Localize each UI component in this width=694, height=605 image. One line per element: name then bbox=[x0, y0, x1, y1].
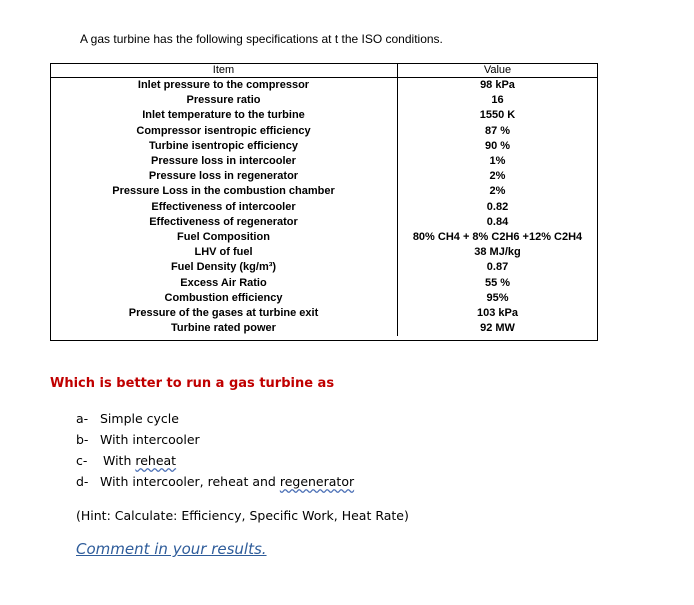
option-a-letter: a- bbox=[76, 411, 89, 426]
row-value: 1550 K bbox=[479, 109, 516, 122]
row-item: Excess Air Ratio bbox=[50, 276, 398, 291]
header-item: Item bbox=[50, 63, 398, 78]
row-value: 0.82 bbox=[486, 200, 509, 213]
row-value: 2% bbox=[489, 170, 506, 183]
option-b bbox=[76, 432, 200, 447]
table-row bbox=[50, 184, 597, 199]
option-b-text: With intercooler bbox=[100, 432, 200, 447]
table-row bbox=[50, 154, 597, 169]
table-row bbox=[50, 260, 597, 275]
row-item: Inlet temperature to the turbine bbox=[50, 108, 398, 123]
table-row bbox=[50, 276, 597, 291]
table-row bbox=[50, 321, 597, 336]
row-item: Effectiveness of intercooler bbox=[50, 200, 398, 215]
row-item: Pressure Loss in the combustion chamber bbox=[50, 184, 398, 199]
row-value: 80% CH4 + 8% C2H6 +12% C2H4 bbox=[412, 231, 583, 244]
row-item: Effectiveness of regenerator bbox=[50, 215, 398, 230]
table-row bbox=[50, 215, 597, 230]
table-header-row bbox=[50, 63, 597, 78]
option-d-letter: d- bbox=[76, 474, 89, 489]
table-row bbox=[50, 306, 597, 321]
spec-table bbox=[50, 63, 597, 336]
row-value: 0.84 bbox=[486, 215, 509, 228]
row-item: Fuel Composition bbox=[50, 230, 398, 245]
row-value: 90 % bbox=[484, 139, 511, 152]
table-row bbox=[50, 78, 597, 94]
row-value: 2% bbox=[489, 185, 506, 198]
option-a bbox=[76, 411, 179, 426]
option-c-text: With reheat bbox=[103, 453, 177, 468]
option-b-letter: b- bbox=[76, 432, 89, 447]
row-item: Turbine rated power bbox=[50, 321, 398, 336]
option-a-text: Simple cycle bbox=[100, 411, 179, 426]
row-value: 1% bbox=[489, 155, 506, 168]
option-d-text: With intercooler, reheat and regenerator bbox=[100, 474, 355, 489]
table-row bbox=[50, 200, 597, 215]
row-value: 95% bbox=[486, 291, 509, 304]
row-value: 92 MW bbox=[480, 322, 515, 335]
row-value: 103 kPa bbox=[477, 307, 518, 320]
comment-link[interactable]: Comment in your results. bbox=[76, 540, 267, 558]
row-value: 38 MJ/kg bbox=[474, 246, 521, 259]
row-item: Fuel Density (kg/m³) bbox=[50, 260, 398, 275]
hint-text: (Hint: Calculate: Efficiency, Specific Work, Heat Rate) bbox=[76, 508, 409, 523]
row-item: Pressure loss in intercooler bbox=[50, 154, 398, 169]
intro-text: A gas turbine has the following specifications at t the ISO conditions. bbox=[80, 32, 443, 46]
header-value: Value bbox=[398, 63, 598, 78]
row-value: 98 kPa bbox=[480, 79, 515, 91]
option-d bbox=[76, 474, 354, 489]
table-row bbox=[50, 124, 597, 139]
table-row bbox=[50, 169, 597, 184]
row-item: Turbine isentropic efficiency bbox=[50, 139, 398, 154]
option-c bbox=[76, 453, 176, 468]
question-heading: Which is better to run a gas turbine as bbox=[50, 376, 335, 391]
row-item: Pressure ratio bbox=[50, 93, 398, 108]
row-item: Combustion efficiency bbox=[50, 291, 398, 306]
table-row bbox=[50, 108, 597, 123]
row-value: 0.87 bbox=[486, 261, 509, 274]
table-row bbox=[50, 245, 597, 260]
row-value: 16 bbox=[491, 94, 504, 107]
row-item: LHV of fuel bbox=[50, 245, 398, 260]
table-row bbox=[50, 230, 597, 245]
option-c-letter: c- bbox=[76, 453, 88, 468]
row-value: 55 % bbox=[484, 276, 511, 289]
row-item: Pressure loss in regenerator bbox=[50, 169, 398, 184]
row-item: Compressor isentropic efficiency bbox=[50, 124, 398, 139]
table-row bbox=[50, 139, 597, 154]
table-row bbox=[50, 93, 597, 108]
row-value: 87 % bbox=[484, 124, 511, 137]
row-item: Pressure of the gases at turbine exit bbox=[50, 306, 398, 321]
table-row bbox=[50, 291, 597, 306]
row-item: Inlet pressure to the compressor bbox=[50, 78, 398, 94]
